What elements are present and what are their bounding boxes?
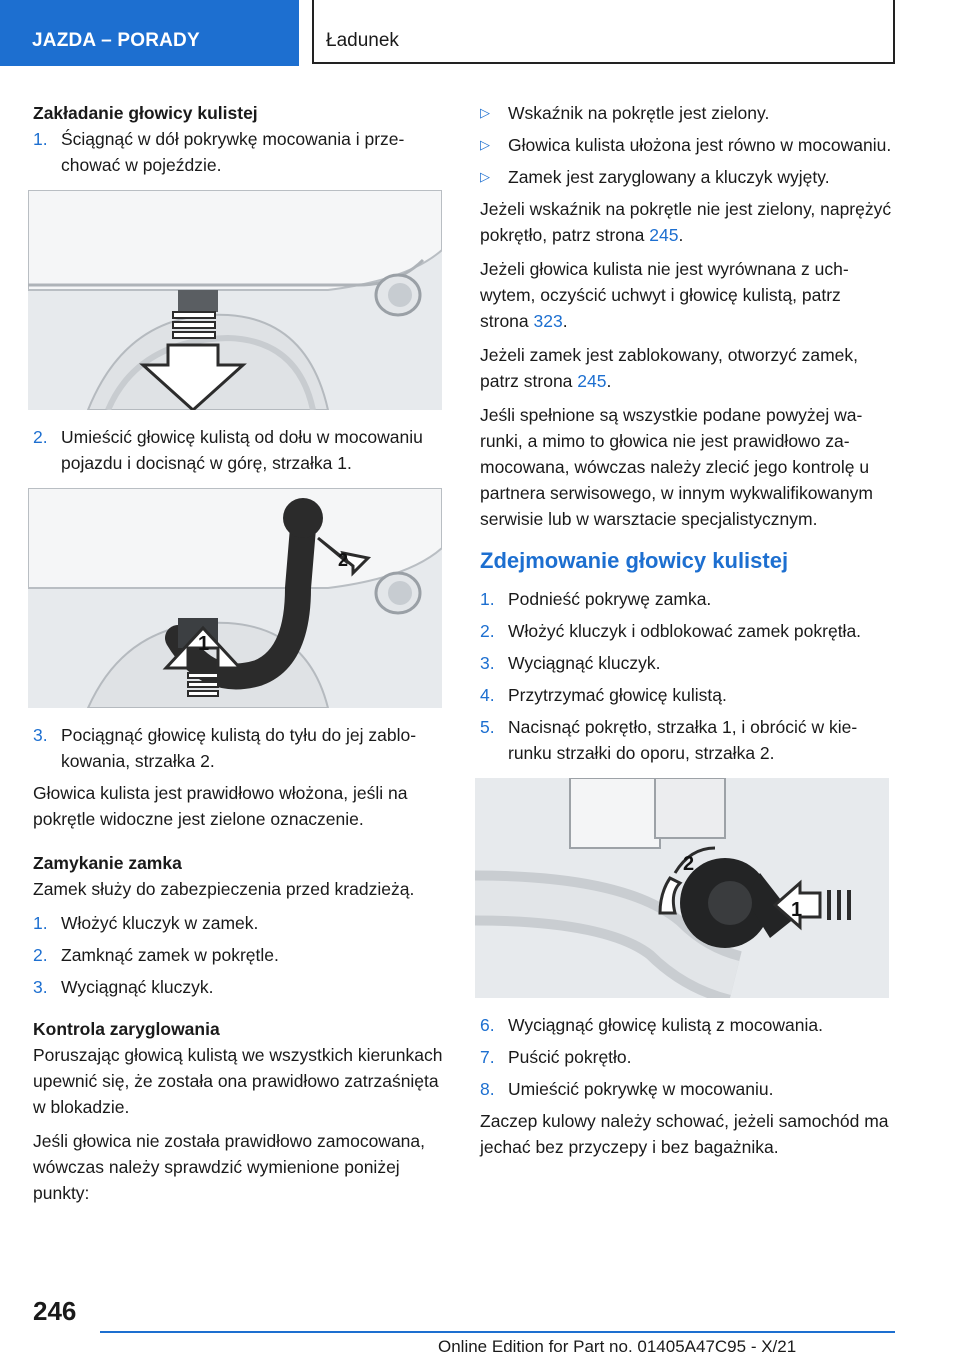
step-text: Włożyć kluczyk i odblokować zamek pokrętła. (508, 621, 862, 641)
step-number: 4. (480, 685, 495, 705)
list-item (480, 100, 892, 126)
step-number: 1. (33, 913, 48, 933)
step-text: Nacisnąć pokrętło, strzałka 1, i obrócić w kierunku strzałki do oporu, strzałka 2. (508, 717, 858, 763)
step-text: Zamknąć zamek w pokrętle. (61, 945, 279, 965)
step-number: 8. (480, 1079, 495, 1099)
left-column (33, 100, 445, 1214)
paragraph: Jeśli głowica nie została prawidłowo zamocowana, wówczas należy sprawdzić wymienione poniżej punkty: (33, 1131, 425, 1203)
step-text: Podnieść pokrywę zamka. (508, 589, 712, 609)
subheading-attach: Zakładanie głowicy kulistej (33, 103, 258, 123)
list-item (33, 722, 445, 774)
paragraph: Jeśli spełnione są wszystkie podane powyżej warunki, a mimo to głowica nie jest prawidłowo zamocowana, wówczas należy zlecić jego kontrolę u partnera serwisowego, w innym wykwalifikowanym serwisie lub w warsztacie specjalistycznym. (480, 405, 873, 529)
step-number: 1. (480, 589, 495, 609)
paragraph: Jeżeli wskaźnik na pokrętle nie jest zielony, naprężyć pokrętło, patrz strona 245. (480, 199, 892, 245)
list-item (480, 1076, 892, 1102)
step-text: Umieścić pokrywkę w mocowaniu. (508, 1079, 774, 1099)
page-link[interactable]: 323 (533, 311, 563, 331)
paragraph: Zamek służy do zabezpieczenia przed kradzieżą. (33, 879, 415, 899)
step-text: Wyciągnąć głowicę kulistą z mocowania. (508, 1015, 823, 1035)
edition-text: Online Edition for Part no. 01405A47C95 - X/21 (438, 1337, 797, 1356)
section-heading-remove: Zdejmowanie głowicy kulistej (480, 548, 789, 573)
step-number: 3. (480, 653, 495, 673)
list-item (480, 1012, 892, 1038)
chapter-tab[interactable]: JAZDA – PORADY (0, 0, 299, 66)
illustration-knob-rotate (475, 778, 889, 998)
step-number: 7. (480, 1047, 495, 1067)
step-text: Przytrzymać głowicę kulistą. (508, 685, 727, 705)
step-text: Wyciągnąć kluczyk. (508, 653, 661, 673)
illustration-towbar-insert (28, 488, 442, 708)
section-title: Ładunek (312, 0, 895, 64)
paragraph: Poruszając głowicą kulistą we wszystkich kierunkach upewnić się, że została ona prawidłowo zatrzaśnięta w blokadzie. (33, 1045, 443, 1117)
step-text: Umieścić głowicę kulistą od dołu w mocowaniu pojazdu i docisnąć w górę, strzałka 1. (61, 427, 423, 473)
list-item (480, 618, 892, 644)
arrow-label-1: 1 (198, 633, 210, 655)
list-item (480, 714, 892, 766)
step-number: 3. (33, 977, 48, 997)
paragraph: Jeżeli zamek jest zablokowany, otworzyć zamek, patrz strona 245. (480, 345, 859, 391)
arrow-label-2: 2 (338, 550, 349, 570)
list-item (33, 942, 445, 968)
list-item (480, 650, 892, 676)
list-item (480, 586, 892, 612)
subheading-lock: Zamykanie zamka (33, 853, 182, 873)
figure-knob-release (475, 778, 889, 998)
step-text: Pociągnąć głowicę kulistą do tyłu do jej zablokowania, strzałka 2. (61, 725, 417, 771)
page-link[interactable]: 245 (649, 225, 679, 245)
triangle-bullet-icon: ▷ (480, 137, 490, 152)
step-number: 2. (33, 945, 48, 965)
right-column (480, 100, 892, 1168)
list-item (33, 974, 445, 1000)
step-number: 2. (33, 427, 48, 447)
bullet-text: Zamek jest zaryglowany a kluczyk wyjęty. (508, 167, 830, 187)
step-text: Wyciągnąć kluczyk. (61, 977, 214, 997)
step-number: 2. (480, 621, 495, 641)
footer-divider (100, 1331, 895, 1333)
page-link[interactable]: 245 (577, 371, 607, 391)
subheading-check: Kontrola zaryglowania (33, 1019, 220, 1039)
step-number: 5. (480, 717, 495, 737)
paragraph: Zaczep kulowy należy schować, jeżeli samochód ma jechać bez przyczepy i bez bagażnika. (480, 1111, 889, 1157)
figure-cover-removal (28, 190, 442, 410)
bullet-text: Wskaźnik na pokrętle jest zielony. (508, 103, 770, 123)
paragraph: Głowica kulista jest prawidłowo włożona, jeśli na pokrętle widoczne jest zielone oznaczenie. (33, 783, 408, 829)
list-item (480, 1044, 892, 1070)
list-item (480, 132, 892, 158)
triangle-bullet-icon: ▷ (480, 169, 490, 184)
list-item (33, 424, 445, 476)
arrow-label-2: 2 (683, 853, 695, 875)
step-number: 1. (33, 129, 48, 149)
arrow-label-1: 1 (791, 899, 803, 921)
step-text: Ściągnąć w dół pokrywkę mocowania i przechować w pojeździe. (61, 129, 405, 175)
list-item (33, 910, 445, 936)
bullet-text: Głowica kulista ułożona jest równo w mocowaniu. (508, 135, 892, 155)
illustration-bumper-arrow-down (28, 190, 442, 410)
paragraph: Jeżeli głowica kulista nie jest wyrównana z uchwytem, oczyścić uchwyt i głowicę kulistą, patrz strona 323. (480, 259, 849, 331)
triangle-bullet-icon: ▷ (480, 105, 490, 120)
step-text: Puścić pokrętło. (508, 1047, 632, 1067)
figure-ball-insert (28, 488, 442, 708)
page-number: 246 (33, 1296, 77, 1326)
list-item (480, 682, 892, 708)
step-number: 3. (33, 725, 48, 745)
step-number: 6. (480, 1015, 495, 1035)
step-text: Włożyć kluczyk w zamek. (61, 913, 259, 933)
list-item (480, 164, 892, 190)
list-item (33, 126, 445, 178)
